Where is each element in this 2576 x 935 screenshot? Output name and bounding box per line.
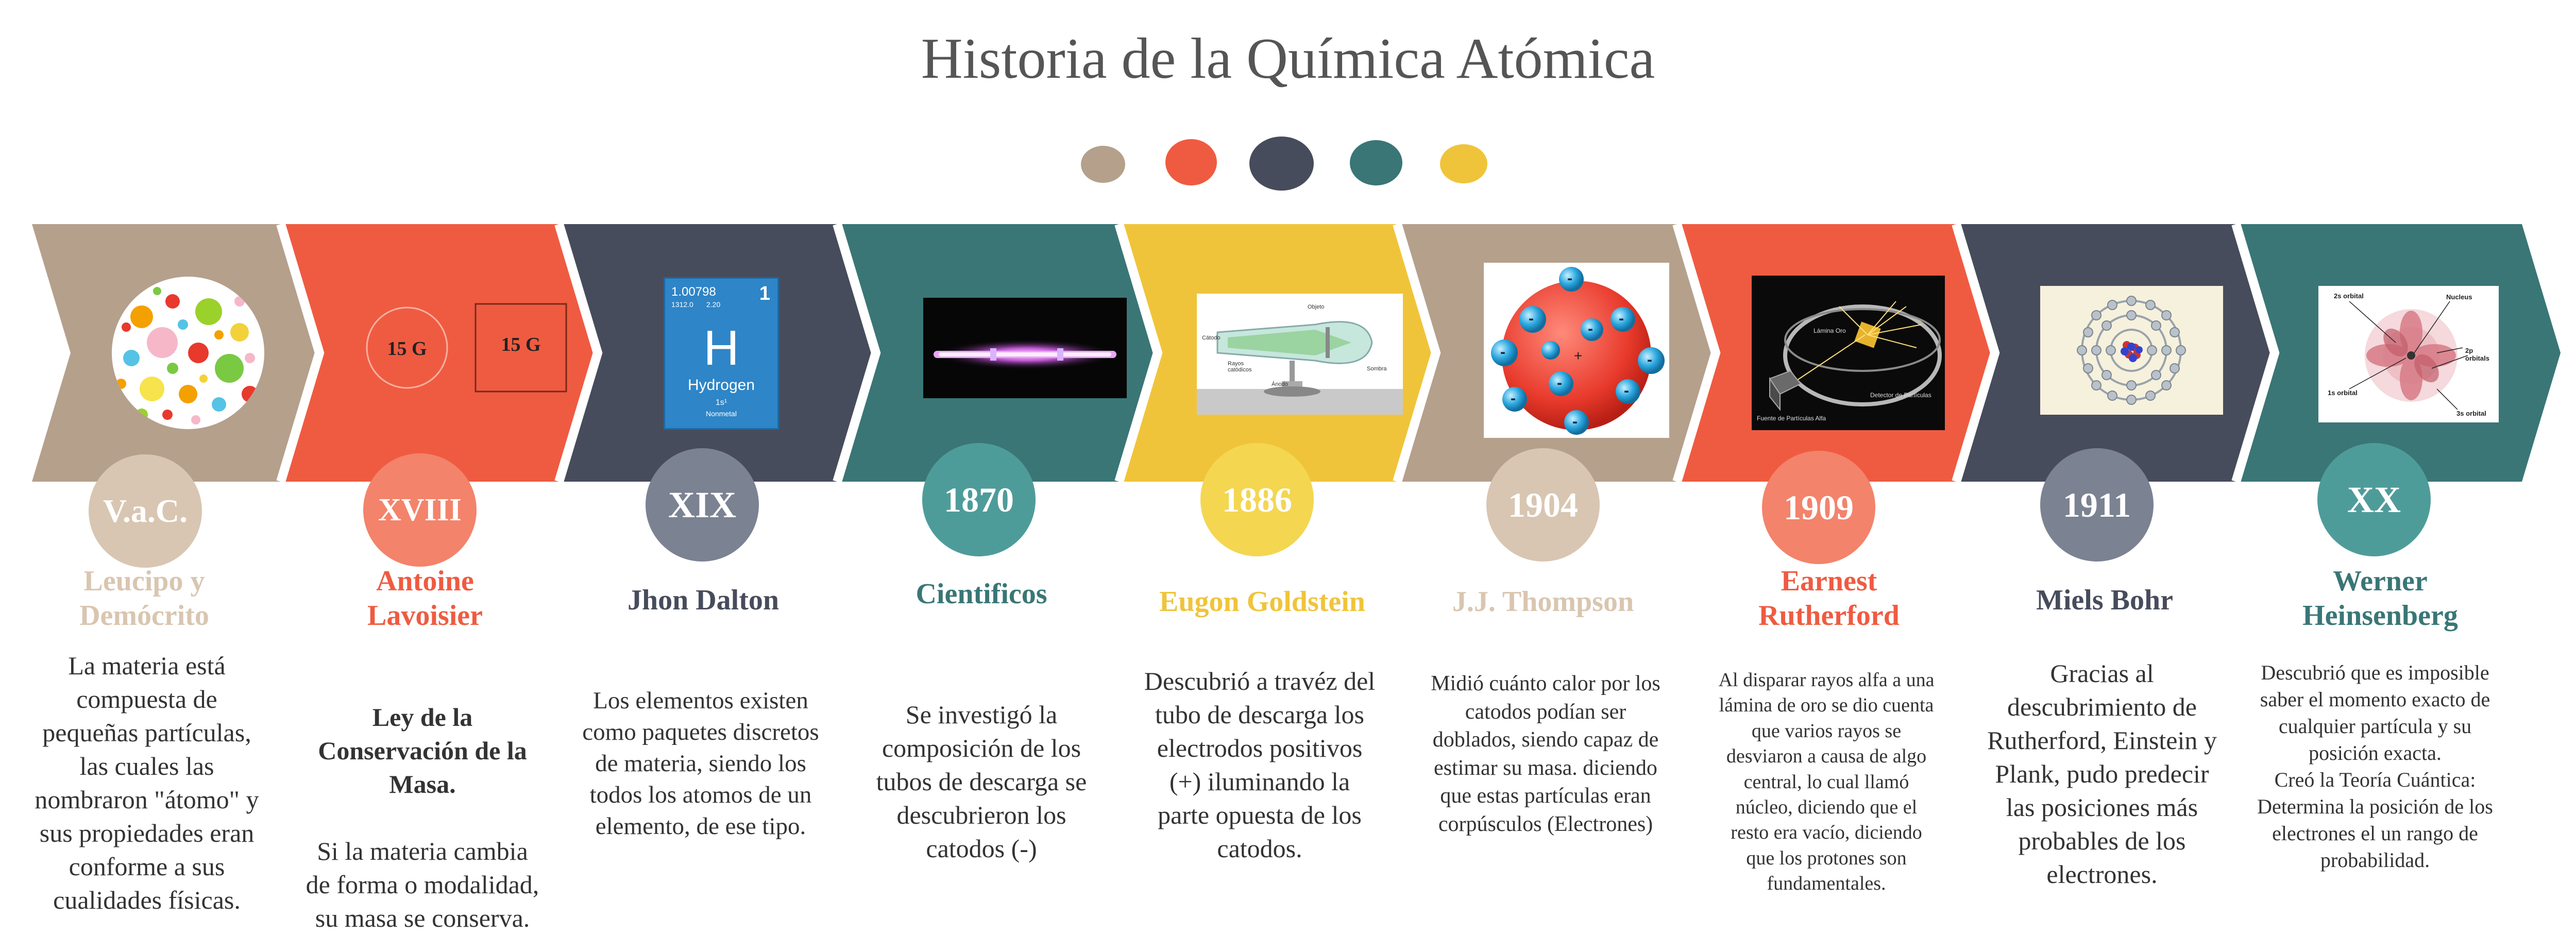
era-badge-4: 1870 [922,443,1036,556]
ionization-energy: 1312.0 [671,300,693,309]
atomic-mass: 1.00798 [671,285,716,299]
scientist-name-7: Earnest Rutherford [1758,565,1900,632]
svg-text:+: + [1574,348,1583,364]
description-8: Gracias al descubrimiento de Rutherford, Einstein y Plank, pudo predecir las posiciones más probables de los electrones. [1987,659,2217,889]
description-2 [304,667,541,935]
crookes-tube-icon [1197,294,1403,415]
era-badge-5: 1886 [1200,443,1314,556]
description-3: Los elementos existen como paquetes discretos de materia, siendo los todos los atomos de un elemento, de ese tipo. [582,687,819,840]
experiment-label-foil: Lámina Oro [1814,327,1846,334]
svg-text:-: - [1647,351,1652,368]
scientist-name-1: Leucipo y Demócrito [79,565,209,632]
element-name: Hydrogen [687,377,755,394]
description-6: Midió cuánto calor por los catodos podían ser doblados, siendo capaz de estimar su masa. diciendo que estas partículas eran corpúsculos (Electrones) [1431,672,1660,836]
scientist-name-9: Werner Heinsenberg [2302,565,2458,632]
gold-foil-experiment-icon [1752,276,1945,430]
electronegativity: 2.20 [706,300,721,309]
orbitals-icon [2318,286,2499,422]
description-5: Descubrió a travéz del tubo de descarga los electrodos positivos (+) iluminando la parte opuesta de los catodos. [1144,667,1376,863]
tube-label-cathode: Cátodo [1202,335,1221,341]
era-badge-9: XX [2317,443,2431,556]
electron-config: 1s¹ [715,398,727,407]
tube-label-shadow: Sombra [1367,366,1387,372]
colored-particles-icon [111,276,265,430]
mass-conservation-icon [363,301,569,394]
era-badge-1: V.a.C. [89,454,202,568]
svg-text:-: - [1529,310,1534,327]
orbital-label-1s: 1s orbital [2328,389,2358,397]
law-title: Ley de la Conservación de la Masa. [318,703,527,798]
mass-label-after: 15 G [501,334,541,355]
discharge-tube-icon [923,298,1127,398]
hydrogen-element-icon [664,277,779,430]
svg-text:-: - [1511,390,1516,407]
svg-text:-: - [1572,413,1578,430]
element-symbol: H [703,320,739,376]
svg-text:-: - [1624,382,1629,399]
era-badge-6: 1904 [1486,448,1600,562]
era-badge-7: 1909 [1762,451,1875,564]
orbital-label-3s: 3s orbital [2456,410,2486,417]
description-7: Al disparar rayos alfa a una lámina de oro se dio cuenta que varios rayos se desviaron a causa de algo central, lo cual llamó núcleo, diciendo que el resto era vacío, diciendo que los protones son fundamentales. [1718,669,1935,895]
experiment-label-detector: Detector de Partículas [1870,392,1931,399]
scientist-name-3: Jhon Dalton [627,584,779,616]
description-4: Se investigó la composición de los tubos de descarga se descubrieron los catodos (-) [876,700,1087,863]
atomic-number: 1 [759,283,770,304]
description-1: La materia está compuesta de pequeñas partículas, las cuales las nombraron "átomo" y sus propiedades eran conforme a sus cualidades físicas. [35,651,259,914]
scientist-name-6: J.J. Thompson [1452,586,1634,618]
description-2-text: Si la materia cambia de forma o modalidad, su masa se conserva. [306,837,539,932]
orbital-label-2s: 2s orbital [2334,292,2364,300]
plum-pudding-model-icon [1484,263,1669,438]
orbital-label-nucleus: Nucleus [2446,293,2472,301]
tube-label-rays: Rayos catódicos [1228,361,1252,373]
era-badge-3: XIX [646,448,759,562]
svg-text:-: - [1619,310,1624,327]
era-badge-8: 1911 [2040,448,2154,562]
page-title: Historia de la Química Atómica [921,27,1655,91]
svg-text:-: - [1567,270,1572,287]
svg-text:-: - [1588,320,1593,337]
scientist-name-2: Antoine Lavoisier [367,565,483,632]
element-category: Nonmetal [706,410,737,418]
description-9: Descubrió que es imposible saber el momento exacto de cualquier partícula y su posición exacta. Creó la Teoría Cuántica: Determina la posición de los electrones el un rango de probabilidad. [2257,661,2493,872]
mass-label-before: 15 G [387,338,427,360]
bohr-model-icon [2040,286,2223,415]
svg-text:-: - [1500,344,1505,361]
era-badge-2: XVIII [363,453,477,567]
experiment-label-source: Fuente de Partículas Alfa [1757,415,1826,422]
svg-text:-: - [1557,375,1562,392]
tube-label-object: Objeto [1308,304,1325,310]
tube-label-anode: Ánodo [1272,381,1288,387]
scientist-name-5: Eugon Goldstein [1159,586,1365,618]
orbital-label-2p: 2p orbitals [2465,347,2489,362]
scientist-name-4: Cientificos [916,578,1047,610]
scientist-name-8: Miels Bohr [2036,584,2173,616]
